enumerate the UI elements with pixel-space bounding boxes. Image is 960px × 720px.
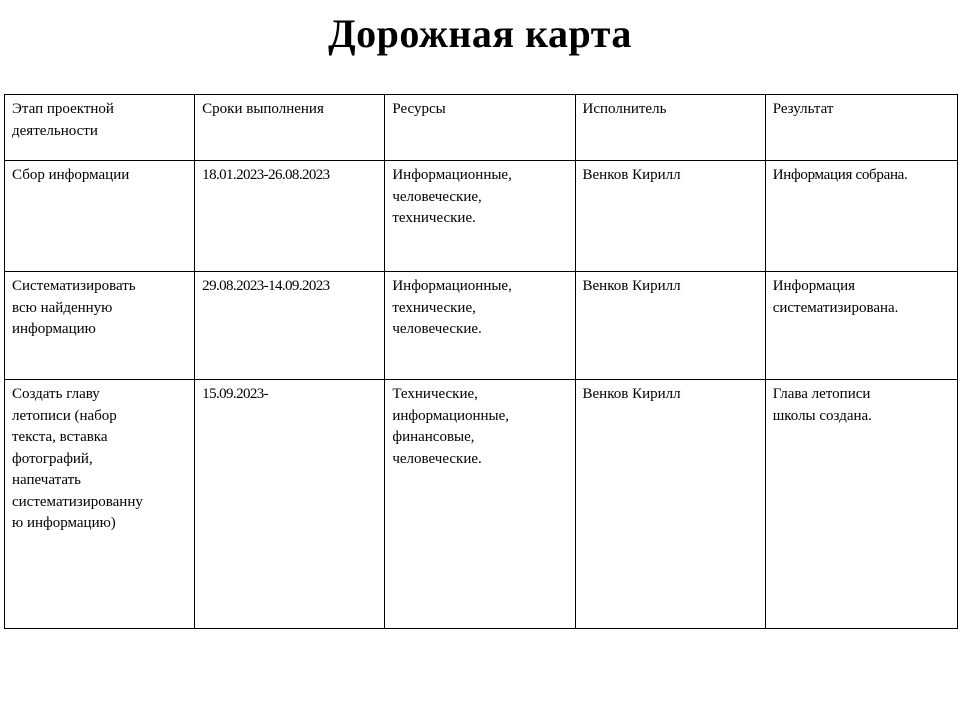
cell-stage xyxy=(5,161,195,272)
header-result-label: Результат xyxy=(772,101,834,117)
dates-text: 29.08.2023-14.09.2023 xyxy=(202,278,330,294)
cell-resources xyxy=(385,380,575,629)
header-cell-stage xyxy=(5,95,195,161)
table-row xyxy=(5,161,958,272)
result-text: Информация собрана. xyxy=(772,167,908,183)
stage-text: Создать главу летописи (набор текста, вставка фотографий, напечатать систематизированну ю информацию) xyxy=(12,386,143,531)
cell-executor xyxy=(575,161,765,272)
cell-dates xyxy=(195,161,385,272)
roadmap-table xyxy=(4,94,958,629)
page-title: Дорожная карта xyxy=(328,11,632,56)
header-cell-executor xyxy=(575,95,765,161)
cell-executor xyxy=(575,272,765,380)
cell-resources xyxy=(385,161,575,272)
cell-dates xyxy=(195,272,385,380)
header-executor-label: Исполнитель xyxy=(582,101,667,117)
executor-text: Венков Кирилл xyxy=(582,167,681,183)
header-stage-label: Этап проектной деятельности xyxy=(12,101,114,139)
stage-text: Сбор информации xyxy=(12,167,130,183)
dates-text: 18.01.2023-26.08.2023 xyxy=(202,167,330,183)
dates-text: 15.09.2023- xyxy=(202,386,269,402)
result-text: Глава летописи школы создана. xyxy=(772,386,872,424)
executor-text: Венков Кирилл xyxy=(582,278,681,294)
header-cell-result xyxy=(765,95,957,161)
cell-stage xyxy=(5,380,195,629)
table-row xyxy=(5,380,958,629)
header-cell-resources xyxy=(385,95,575,161)
table-row xyxy=(5,272,958,380)
resources-text: Технические, информационные, финансовые, человеческие. xyxy=(392,386,510,467)
cell-result xyxy=(765,380,957,629)
header-dates-label: Сроки выполнения xyxy=(202,101,324,117)
header-resources-label: Ресурсы xyxy=(392,101,446,117)
cell-result xyxy=(765,161,957,272)
cell-stage xyxy=(5,272,195,380)
cell-executor xyxy=(575,380,765,629)
cell-dates xyxy=(195,380,385,629)
table-header-row xyxy=(5,95,958,161)
cell-resources xyxy=(385,272,575,380)
cell-result xyxy=(765,272,957,380)
result-text: Информация систематизирована. xyxy=(772,278,899,316)
header-cell-dates xyxy=(195,95,385,161)
executor-text: Венков Кирилл xyxy=(582,386,681,402)
stage-text: Систематизировать всю найденную информацию xyxy=(12,278,136,337)
resources-text: Информационные, технические, человеческие. xyxy=(392,278,512,337)
resources-text: Информационные, человеческие, технические. xyxy=(392,167,512,226)
